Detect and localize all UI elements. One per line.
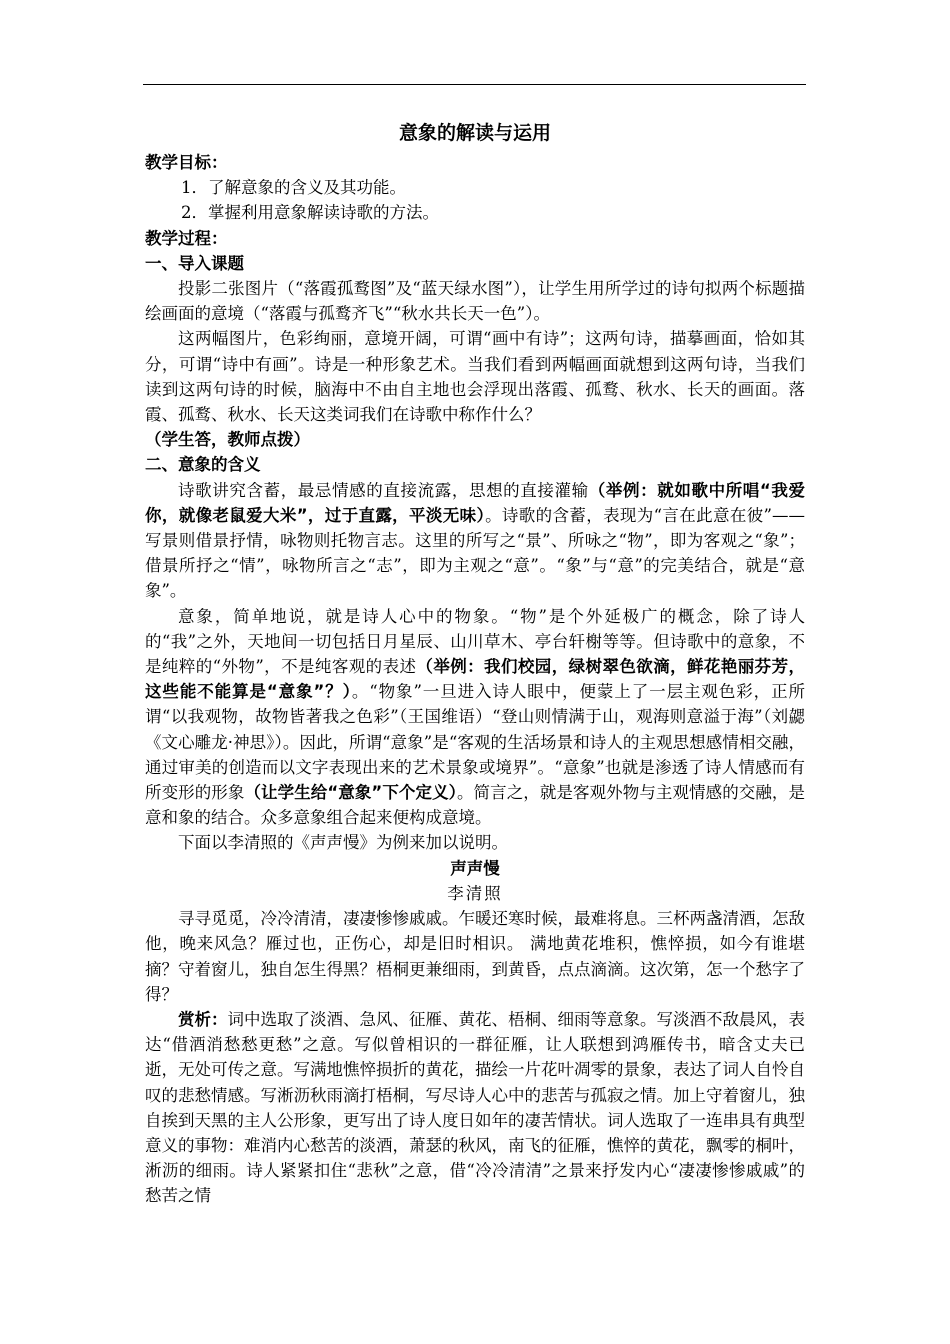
paragraph-text: 。诗歌的含蓄，表现为“言在此意在彼”——写景则借景抒情，咏物则托物言志。这里的所写之“景”、所咏之“物”，即为客观之“象”；借景所抒之“情”，咏物所言之“志”，即为主观之“意”。“象”与“意”的完美结合，就是“意象”。: [145, 505, 805, 601]
goal-item: 1．了解意象的含义及其功能。: [181, 178, 406, 198]
document-body: [145, 120, 805, 1209]
poem-author: 李清照: [447, 883, 503, 903]
paragraph-text: 。简言之，就是客观外物与主观情感的交融，是意和象的结合。众多意象组合起来便构成意境。: [145, 783, 806, 828]
process-heading: 教学过程：: [145, 228, 228, 248]
paragraph: [145, 478, 805, 604]
bold-example: （举例：我们校园，绿树翠色欲滴，鲜花艳丽芬芳，这些能不能算是“意象”？）: [145, 657, 806, 702]
bold-example: （让学生给“意象”下个定义）: [244, 783, 457, 803]
paragraph: [145, 604, 805, 831]
poem-text: 寻寻觅觅，冷冷清清，凄凄惨惨戚戚。乍暖还寒时候，最难将息。三杯两盏清酒，怎敌他，晚来风急？雁过也，正伤心，却是旧时相识。 满地黄花堆积，憔悴损，如今有谁堪摘？守着窗儿，独自怎生得黑？梧桐更兼细雨，到黄昏，点点滴滴。这次第，怎一个愁字了得？: [145, 909, 805, 1004]
paragraph-text: 。“物象”一旦进入诗人眼中，便蒙上了一层主观色彩，正所谓“以我观物，故物皆著我之色彩”（王国维语）“登山则情满于山，观海则意溢于海”（刘勰《文心雕龙·神思》）。因此，所谓“意象”是“客观的生活场景和诗人的主观思想感情相交融，通过审美的创造而以文字表现出来的艺术景象或境界”。“意象”也就是渗透了诗人情感而有所变形的形象: [145, 682, 805, 803]
paragraph-text: 意象，简单地说，就是诗人心中的物象。“物”是个外延极广的概念，除了诗人的“我”之外，天地间一切包括日月星辰、山川草木、亭台轩榭等等。但诗歌中的意象，不是纯粹的“外物”，不是纯客观的表述: [145, 606, 805, 677]
paragraph: 下面以李清照的《声声慢》为例来加以说明。: [178, 833, 508, 853]
header-rule: [143, 84, 806, 85]
poem-title: 声声慢: [450, 858, 500, 878]
paragraph: 投影二张图片（“落霞孤鹜图”及“蓝天绿水图”），让学生用所学过的诗句拟两个标题描绘画面的意境（“落霞与孤鹜齐飞”“秋水共长天一色”）。: [145, 279, 805, 324]
paragraph-text: 这两幅图片，色彩绚丽，意境开阔，可谓“画中有诗”；这两句诗，描摹画面，恰如其分，可谓“诗中有画”。诗是一种形象艺术。当我们看到两幅画面就想到这两句诗，当我们读到这两句诗的时候，脑海中不由自主地也会浮现出落霞、孤鹜、秋水、长天的画面。落霞、孤鹜、秋水、长天这类词我们在诗歌中称作什么？: [145, 329, 805, 425]
paragraph: [145, 326, 805, 452]
section-heading-intro: 一、导入课题: [145, 253, 244, 273]
bold-example: （举例：就如歌中所唱“我爱你，就像老鼠爱大米”，过于直露，平淡无味）: [145, 480, 805, 525]
section-heading-meaning: 二、意象的含义: [145, 455, 261, 475]
analysis-paragraph: [145, 1007, 805, 1209]
analysis-text: 词中选取了淡酒、急风、征雁、黄花、梧桐、细雨等意象。写淡酒不敌晨风，表达“借酒消愁愁更愁”之意。写似曾相识的一群征雁，让人联想到鸿雁传书，暗含丈夫已逝，无处可传之意。写满地憔悴损折的黄花，描绘一片花叶凋零的景象，表达了词人自怜自叹的悲愁情感。写淅沥秋雨滴打梧桐，写尽诗人心中的悲苦与孤寂之情。加上守着窗儿，独自挨到天黑的主人公形象，更写出了诗人度日如年的凄苦情状。词人选取了一连串具有典型意义的事物：难消内心愁苦的淡酒，萧瑟的秋风，南飞的征雁，憔悴的黄花，飘零的桐叶，淅沥的细雨。诗人紧紧扣住“悲秋”之意，借“冷冷清清”之景来抒发内心“凄凄惨惨戚戚”的愁苦之情: [145, 1009, 805, 1206]
bold-note: （学生答，教师点拨）: [145, 430, 310, 450]
page-title: 意象的解读与运用: [398, 122, 551, 144]
analysis-label: 赏析：: [178, 1009, 228, 1029]
goal-item: 2．掌握利用意象解读诗歌的方法。: [181, 203, 439, 223]
paragraph-text: 诗歌讲究含蓄，最忌情感的直接流露，思想的直接灌输: [178, 480, 589, 500]
goals-heading: 教学目标：: [145, 153, 228, 172]
